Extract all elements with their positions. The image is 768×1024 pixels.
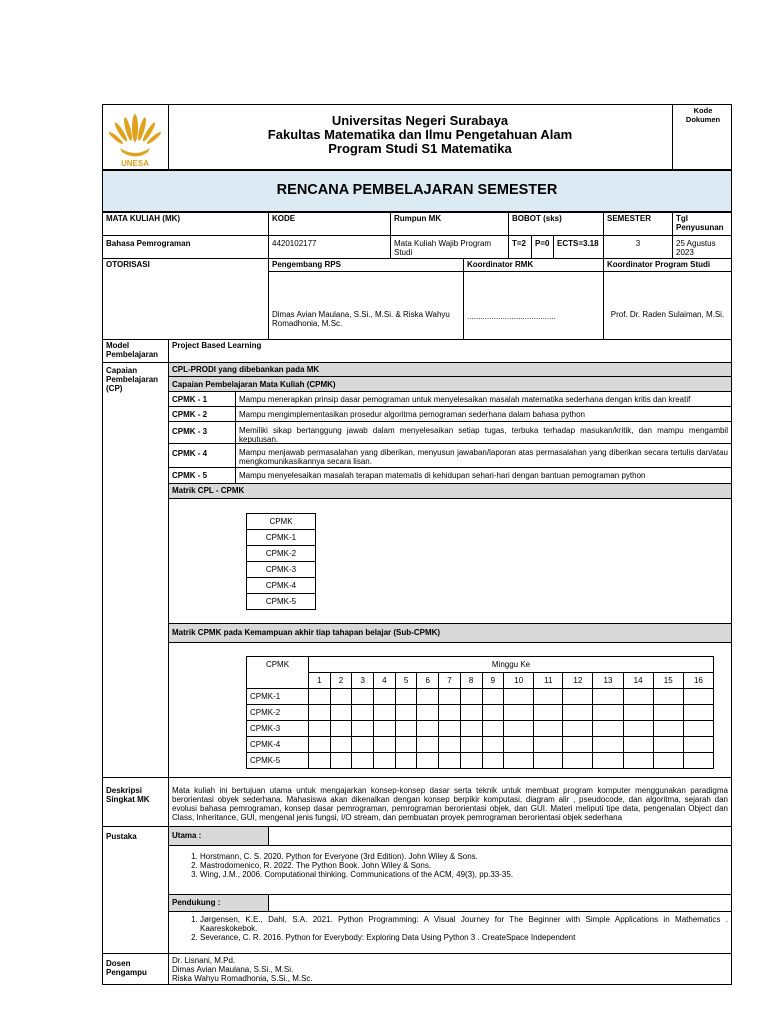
matrik-sub-cell: [395, 737, 417, 753]
course-kode: 4420102177: [268, 235, 391, 259]
utama-list: [172, 852, 728, 879]
matrik-sub-cell: [623, 753, 653, 769]
matrik-sub-cell: [534, 705, 563, 721]
utama-label: Utama :: [168, 826, 269, 846]
pendukung-item: 1. Jørgensen, K.E., Dahl, S.A. 2021. Python Programming: A Visual Journey for The Beginner with Simple Applications in Mathematics . Kaareskokebok.: [200, 915, 728, 933]
faculty-name: Fakultas Matematika dan Ilmu Pengetahuan Alam: [267, 127, 573, 142]
matrik-sub-cell: [482, 737, 504, 753]
week-number: 2: [330, 673, 352, 689]
deskripsi-label: Deskripsi Singkat MK: [102, 777, 169, 827]
week-number: 13: [593, 673, 623, 689]
matrik-sub-cell: [417, 689, 439, 705]
koordinator-prodi-label: Koordinator Program Studi: [603, 258, 732, 272]
matrik-sub-cell: [593, 705, 623, 721]
week-number: 1: [309, 673, 331, 689]
col-semester: SEMESTER: [603, 212, 673, 236]
matrik-sub-cell: [623, 705, 653, 721]
dosen-name: Dimas Avian Maulana, S.Si., M.Si.: [172, 965, 294, 974]
cpmk-code-1: CPMK - 1: [168, 391, 236, 407]
matrik-cpl-cell: CPMK-2: [247, 546, 316, 562]
cpmk-title: Capaian Pembelajaran Mata Kuliah (CPMK): [168, 376, 732, 392]
matrik-sub-row: [247, 721, 714, 737]
week-number: 14: [623, 673, 653, 689]
matrik-sub-row: [247, 689, 714, 705]
koordinator-prodi-name: Prof. Dr. Raden Sulaiman, M.Si.: [610, 310, 725, 319]
cpmk-code-4: CPMK - 4: [168, 443, 236, 468]
matrik-sub-cell: [534, 753, 563, 769]
matrik-cpl-title: Matrik CPL - CPMK: [168, 483, 732, 499]
matrik-sub-cell: [352, 689, 374, 705]
header-divider-logo: [168, 104, 169, 170]
col-tgl: Tgl Penyusunan: [672, 212, 732, 236]
matrik-sub-cell: [482, 705, 504, 721]
matrik-sub-cell: [417, 721, 439, 737]
matrik-sub-title: Matrik CPMK pada Kemampuan akhir tiap tahapan belajar (Sub-CPMK): [168, 623, 732, 643]
matrik-sub-cell: [534, 721, 563, 737]
matrik-sub-cell: [653, 737, 683, 753]
matrik-sub-cell: [417, 753, 439, 769]
col-mk: MATA KULIAH (MK): [102, 212, 269, 236]
matrik-sub-cell: [352, 737, 374, 753]
week-number: 8: [460, 673, 482, 689]
cpmk-text-2: Mampu mengimplementasikan prosedur algoritma pemograman sederhana dalam bahasa python: [235, 406, 732, 422]
matrik-sub-cell: [482, 689, 504, 705]
matrik-sub-cell: [593, 753, 623, 769]
course-rumpun: Mata Kuliah Wajib Program Studi: [390, 235, 509, 259]
matrik-sub-cell: [504, 721, 534, 737]
matrik-sub-row: [247, 705, 714, 721]
matrik-sub-cell: [309, 705, 331, 721]
course-tgl: 25 Agustus 2023: [672, 235, 732, 259]
matrik-sub-cell: [439, 689, 461, 705]
koordinator-rmk-label: Koordinator RMK: [463, 258, 604, 272]
cpmk-text-1: Mampu menerapkan prinsip dasar pemograman untuk menyelesaikan masalah matematika sederhana dengan kritis dan kreatif: [235, 391, 732, 407]
matrik-sub-cell: [460, 689, 482, 705]
matrik-sub-cell: [330, 689, 352, 705]
matrik-cpl-cell: CPMK: [247, 514, 316, 530]
matrik-sub-cell: [330, 753, 352, 769]
matrik-sub-cell: [563, 721, 593, 737]
matrik-sub-cell: [563, 689, 593, 705]
week-number: 5: [395, 673, 417, 689]
cpmk-text-5: Mampu menyelesaikan masalah terapan matematis di kehidupan sehari-hari dengan bantuan pemograman python: [235, 467, 732, 484]
matrik-sub-cell: [460, 753, 482, 769]
matrik-sub-cell: [395, 753, 417, 769]
pendukung-list: [172, 915, 728, 942]
matrik-sub-cell: [374, 721, 396, 737]
university-name: Universitas Negeri Surabaya: [331, 113, 509, 128]
matrik-sub-cell: [330, 705, 352, 721]
matrik-sub-cell: [683, 721, 713, 737]
matrik-sub-cell: [330, 721, 352, 737]
matrik-sub-row: [247, 737, 714, 753]
matrik-sub-cell: [439, 737, 461, 753]
col-rumpun: Rumpun MK: [390, 212, 509, 236]
matrik-sub-cell: [460, 705, 482, 721]
utama-item: 2. Mastrodomenico, R. 2022. The Python Book. John Wiley & Sons.: [200, 861, 728, 870]
otorisasi-label: OTORISASI: [102, 258, 269, 340]
dosen-name: Dr. Lisnani, M.Pd.: [172, 956, 236, 965]
matrik-sub-cell: [417, 705, 439, 721]
cp-label: Capaian Pembelajaran (CP): [102, 362, 169, 778]
matrik-sub-cell: [534, 689, 563, 705]
minggu-ke: Minggu Ke: [309, 657, 714, 673]
matrik-sub-row-label: CPMK-3: [247, 721, 309, 737]
col-kode: KODE: [268, 212, 391, 236]
matrik-sub-cell: [439, 721, 461, 737]
unesa-logo: [104, 106, 166, 168]
cpmk-code-5: CPMK - 5: [168, 467, 236, 484]
kode-dokumen: Kode Dokumen: [685, 106, 721, 124]
course-p: P=0: [531, 235, 554, 259]
matrik-sub-head: CPMK: [247, 657, 309, 689]
matrik-sub-cell: [309, 737, 331, 753]
week-number: 15: [653, 673, 683, 689]
pengembang-label: Pengembang RPS: [268, 258, 464, 272]
matrik-sub-cell: [563, 705, 593, 721]
week-number: 10: [504, 673, 534, 689]
matrik-sub-cell: [352, 721, 374, 737]
matrik-sub-cell: [683, 737, 713, 753]
matrik-sub-cell: [395, 721, 417, 737]
cpmk-code-2: CPMK - 2: [168, 406, 236, 422]
cpl-title: CPL-PRODI yang dibebankan pada MK: [168, 362, 732, 377]
pendukung-list-box: [168, 911, 732, 954]
model-label: Model Pembelajaran: [102, 339, 169, 363]
dosen-name: Riska Wahyu Romadhonia, S.Si., M.Sc.: [172, 974, 313, 983]
matrik-sub-cell: [482, 721, 504, 737]
week-row: [247, 673, 714, 689]
matrik-cpl-cell: CPMK-5: [247, 594, 316, 610]
matrik-sub-row-label: CPMK-1: [247, 689, 309, 705]
col-bobot: BOBOT (sks): [508, 212, 604, 236]
matrik-sub-cell: [653, 689, 683, 705]
week-number: 3: [352, 673, 374, 689]
matrik-sub-cell: [653, 753, 683, 769]
matrik-sub-row: [247, 753, 714, 769]
matrik-sub-cell: [593, 721, 623, 737]
matrik-cpl-table: [246, 513, 316, 610]
matrik-sub-cell: [593, 737, 623, 753]
matrik-cpl-cell: CPMK-3: [247, 562, 316, 578]
week-number: 9: [482, 673, 504, 689]
matrik-sub-cell: [439, 705, 461, 721]
matrik-sub-cell: [504, 737, 534, 753]
cpmk-text-4: Mampu menjawab permasalahan yang diberikan, menyusun jawaban/laporan atas permasalahan yang diberikan secara tertulis dan/atau mengkomunikasikannya secara lisan.: [235, 443, 732, 468]
matrik-sub-cell: [309, 721, 331, 737]
matrik-sub-cell: [330, 737, 352, 753]
matrik-sub-cell: [683, 753, 713, 769]
koordinator-rmk-sign: ........................................: [467, 312, 556, 321]
pengembang-value: [268, 271, 464, 340]
koordinator-prodi-value: [603, 271, 732, 340]
matrik-sub-cell: [482, 753, 504, 769]
matrik-sub-cell: [309, 753, 331, 769]
pengembang-names: Dimas Avian Maulana, S.Si., M.Si. & Riska Wahyu Romadhonia, M.Sc.: [272, 310, 450, 328]
matrik-sub-table: [246, 656, 714, 769]
matrik-sub-cell: [563, 753, 593, 769]
matrik-sub-cell: [653, 721, 683, 737]
week-number: 16: [683, 673, 713, 689]
utama-item: 3. Wing, J.M., 2006. Computational thinking. Communications of the ACM, 49(3), pp.33-35.: [200, 870, 728, 879]
pustaka-label: Pustaka: [102, 826, 169, 954]
utama-item: 1. Horstmann, C. S. 2020. Python for Everyone (3rd Edition). John Wiley & Sons.: [200, 852, 728, 861]
page-title: RENCANA PEMBELAJARAN SEMESTER: [276, 182, 558, 198]
matrik-sub-cell: [623, 689, 653, 705]
utama-list-box: [168, 845, 732, 895]
week-number: 4: [374, 673, 396, 689]
cpmk-code-3: CPMK - 3: [168, 421, 236, 444]
matrik-sub-cell: [563, 737, 593, 753]
course-ects: ECTS=3.18: [553, 235, 604, 259]
matrik-sub-cell: [374, 705, 396, 721]
logo-text: UNESA: [120, 159, 150, 168]
matrik-sub-cell: [504, 705, 534, 721]
deskripsi-text: Mata kuliah ini bertujuan utama untuk mengajarkan konsep-konsep dasar serta teknik untuk membuat program komputer menggunakan paradigma berorientasi obyek sederhana. Mahasiswa akan dikenalkan dengan konsep berpikir komputasi, diagram alir , pseudocode, dan algoritma, sejarah dan evolusi bahasa pemrograman, konsep dasar pemrograman, pemrograman berorientasi objek, dan GUI. Materi meliputi tipe data, pengenalan Object dan Class, Inheritance, GUI, mengenal jenis fungsi, I/O stream, dan pembuatan proyek pemrograman berorientasi objek sederhana: [168, 777, 732, 827]
matrik-sub-row-label: CPMK-2: [247, 705, 309, 721]
matrik-sub-cell: [460, 721, 482, 737]
model-value: Project Based Learning: [168, 339, 732, 363]
matrik-sub-cell: [504, 753, 534, 769]
matrik-sub-cell: [460, 737, 482, 753]
pendukung-spacer: [268, 894, 732, 912]
matrik-sub-cell: [623, 721, 653, 737]
matrik-cpl-cell: CPMK-1: [247, 530, 316, 546]
header-divider-kode: [672, 104, 673, 170]
course-t: T=2: [508, 235, 532, 259]
matrik-sub-cell: [534, 737, 563, 753]
course-semester: 3: [603, 235, 673, 259]
matrik-sub-cell: [683, 689, 713, 705]
week-number: 12: [563, 673, 593, 689]
program-name: Program Studi S1 Matematika: [328, 141, 512, 156]
cpmk-text-3: Memiliki sikap bertanggung jawab dalam menyelesaikan setiap tugas, terbuka terhadap masukan/kritik, dan mampu mengambil keputusan.: [235, 421, 732, 444]
matrik-sub-cell: [593, 689, 623, 705]
matrik-sub-cell: [374, 737, 396, 753]
week-number: 6: [417, 673, 439, 689]
matrik-sub-cell: [395, 689, 417, 705]
dosen-list: [168, 953, 732, 985]
matrik-sub-cell: [352, 753, 374, 769]
matrik-sub-cell: [309, 689, 331, 705]
matrik-sub-cell: [504, 689, 534, 705]
matrik-sub-cell: [683, 705, 713, 721]
dosen-label: Dosen Pengampu: [102, 953, 169, 985]
matrik-sub-cell: [653, 705, 683, 721]
week-number: 11: [534, 673, 563, 689]
matrik-sub-cell: [395, 705, 417, 721]
pendukung-item: 2. Severance, C. R. 2016. Python for Everybody: Exploring Data Using Python 3 . CreateSpace Independent: [200, 933, 728, 942]
matrik-sub-cell: [623, 737, 653, 753]
matrik-sub-cell: [374, 753, 396, 769]
matrik-sub-cell: [352, 705, 374, 721]
pendukung-label: Pendukung :: [168, 894, 269, 912]
matrik-sub-cell: [439, 753, 461, 769]
koordinator-rmk-value: [463, 271, 604, 340]
matrik-sub-cell: [417, 737, 439, 753]
matrik-sub-row-label: CPMK-5: [247, 753, 309, 769]
utama-spacer: [268, 826, 732, 846]
week-number: 7: [439, 673, 461, 689]
matrik-sub-cell: [374, 689, 396, 705]
course-name: Bahasa Pemrograman: [102, 235, 269, 259]
matrik-cpl-cell: CPMK-4: [247, 578, 316, 594]
matrik-sub-row-label: CPMK-4: [247, 737, 309, 753]
